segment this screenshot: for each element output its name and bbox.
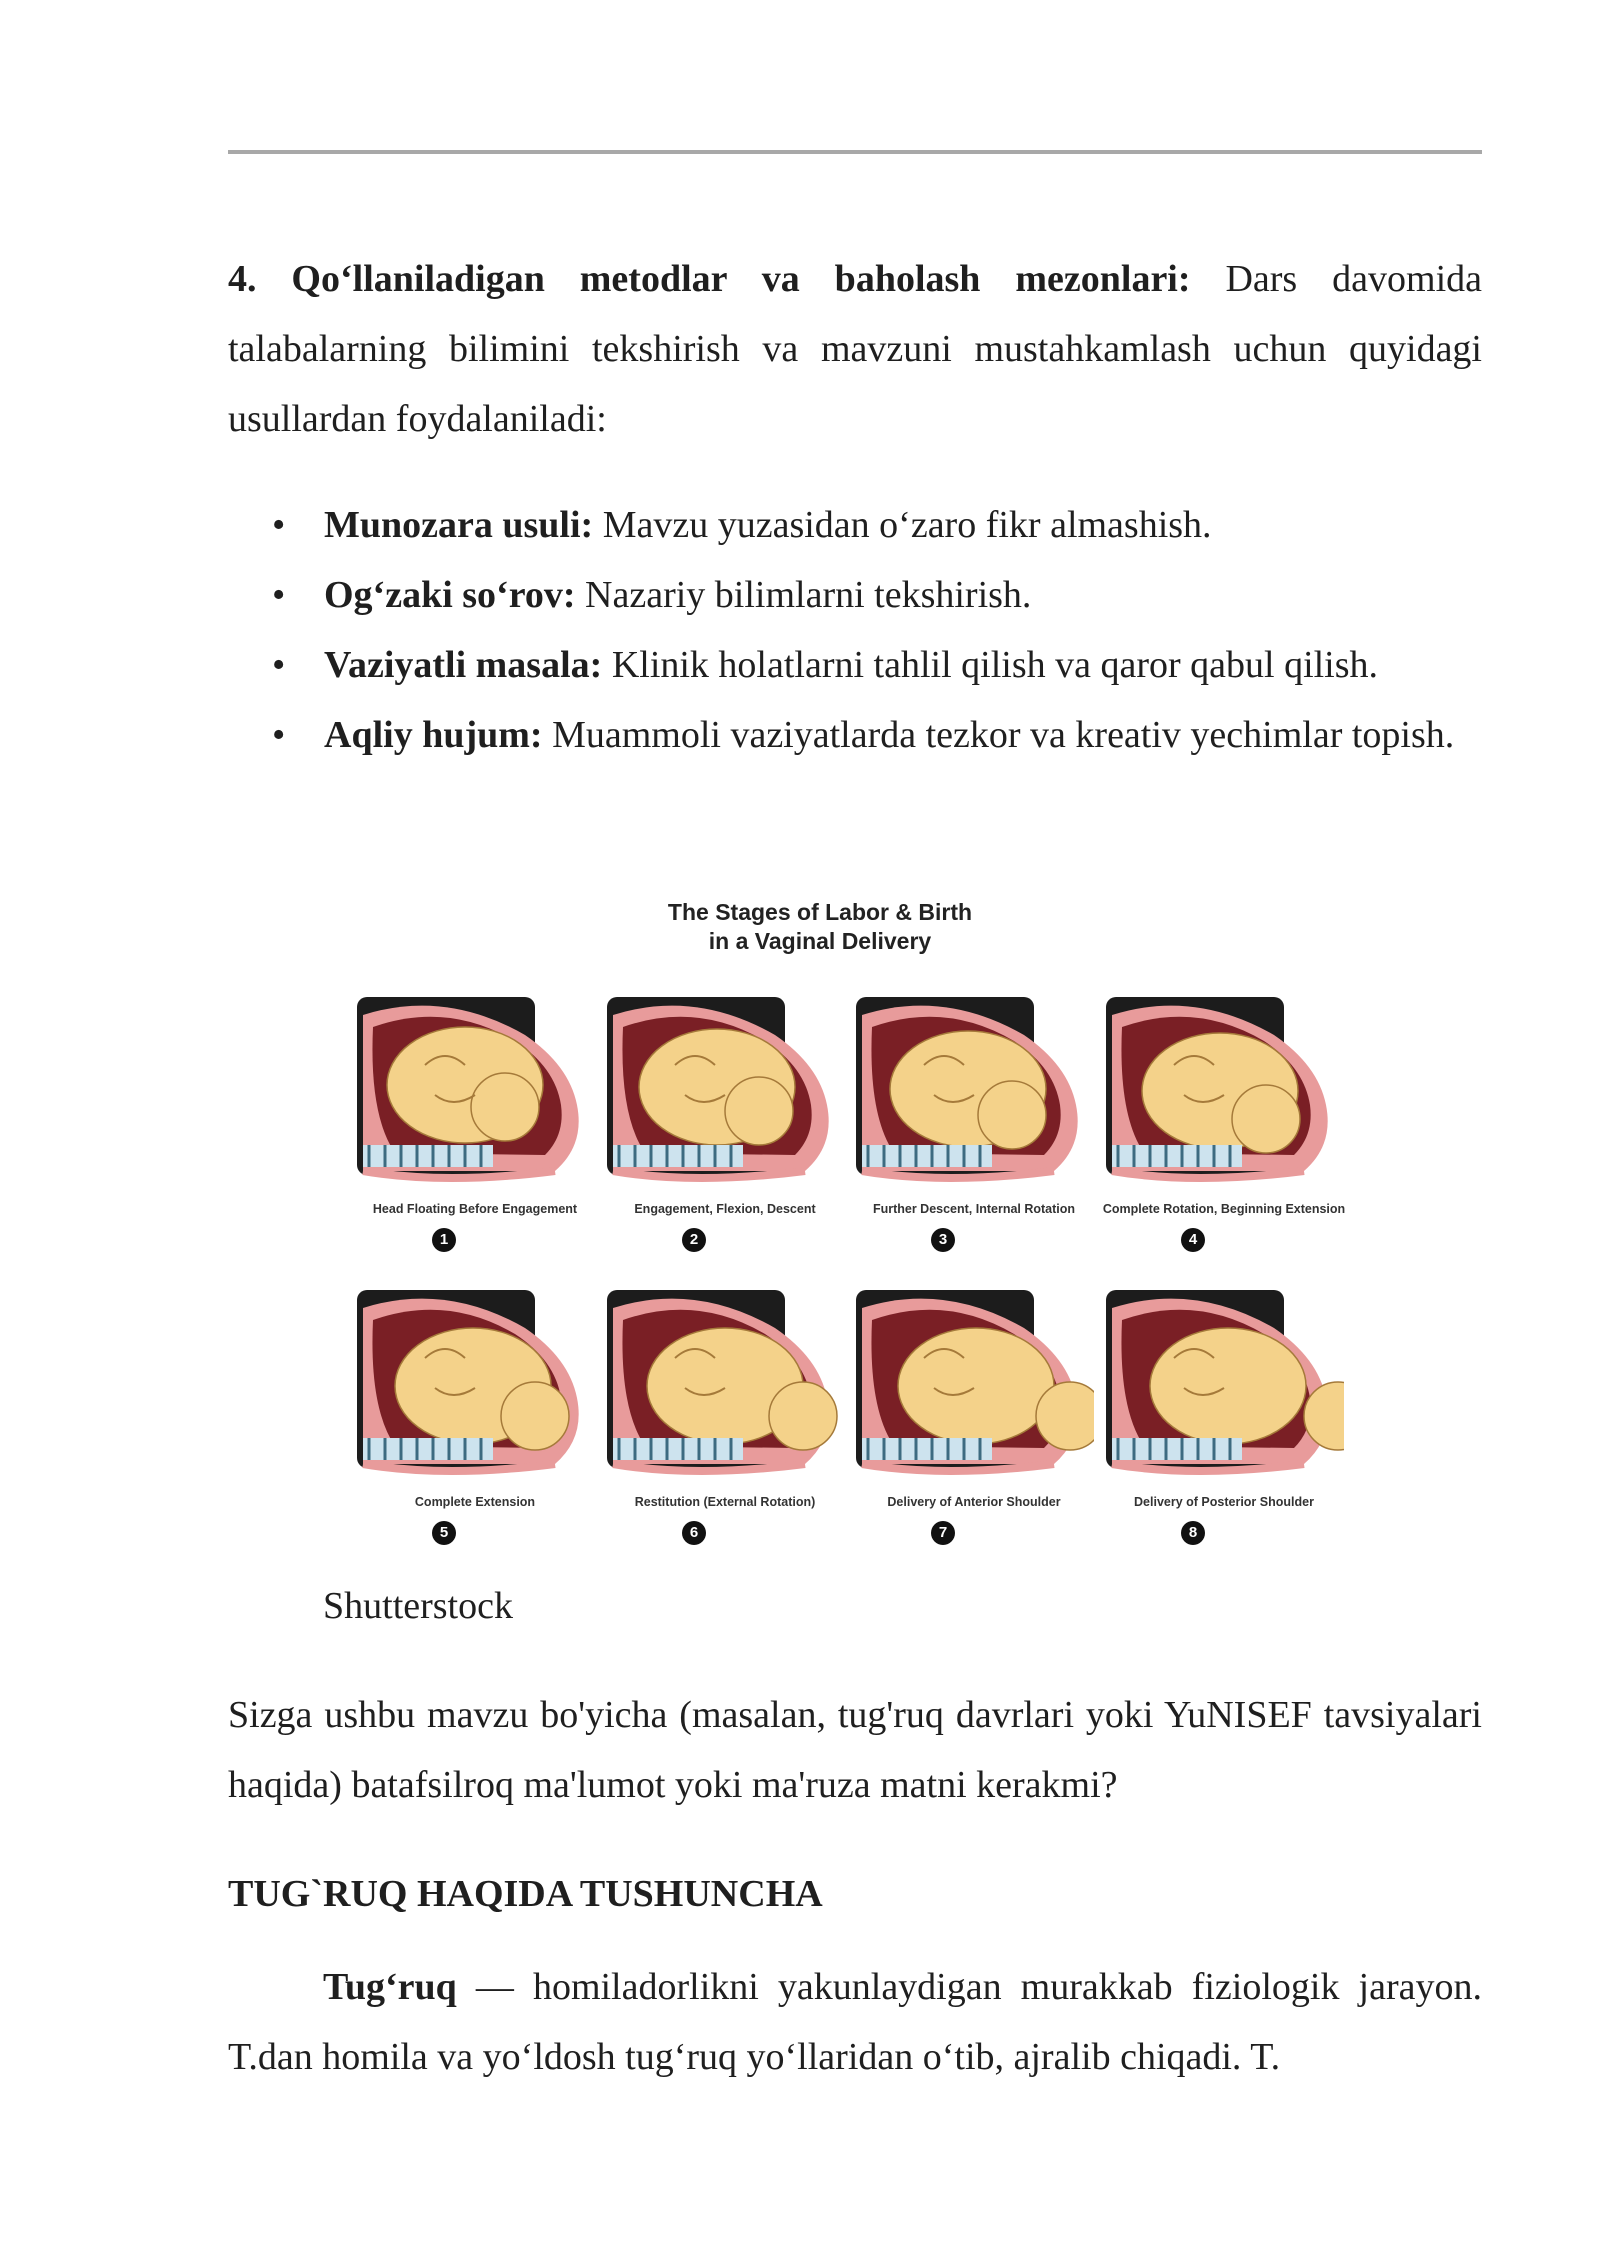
stage-number-badge: 1 (432, 1228, 456, 1252)
stage-label: Complete Extension (414, 1495, 536, 1509)
image-credit: Shutterstock (323, 1585, 513, 1627)
stage-illustration (605, 995, 845, 1195)
section-4-heading: 4. Qo‘llaniladigan metodlar va baholash mezonlari: (228, 258, 1191, 300)
figure-title-line-1: The Stages of Labor & Birth (667, 899, 973, 925)
bullet: • (272, 574, 286, 616)
method-desc: Nazariy bilimlarni tekshirish. (575, 574, 1032, 616)
stage-illustration (1104, 995, 1344, 1195)
definition-term: Tug‘ruq (323, 1966, 457, 2008)
stage-label: Delivery of Posterior Shoulder (1134, 1495, 1314, 1509)
method-desc: Mavzu yuzasidan o‘zaro fikr almashish. (593, 504, 1212, 546)
method-desc: Muammoli vaziyatlarda tezkor va kreativ yechimlar topish. (542, 714, 1455, 756)
methods-list (228, 490, 1482, 770)
bullet: • (272, 714, 286, 756)
stage-illustration (854, 1288, 1094, 1488)
method-desc: Klinik holatlarni tahlil qilish va qaror qabul qilish. (602, 644, 1379, 686)
question-paragraph: Sizga ushbu mavzu bo'yicha (masalan, tug'ruq davrlari yoki YuNISEF tavsiyalari haqida) batafsilroq ma'lumot yoki ma'ruza matni kerakmi? (228, 1694, 1482, 1806)
stage-label: Head Floating Before Engagement (372, 1202, 578, 1216)
stage-label: Complete Rotation, Beginning Extension (1102, 1202, 1346, 1216)
definition-text: — homiladorlikni yakunlaydigan murakkab fiziologik jarayon. T.dan homila va yo‘ldosh tug‘ruq yo‘llaridan o‘tib, ajralib chiqadi. T. (228, 1966, 1482, 2078)
header-rule (228, 150, 1482, 154)
method-term: Munozara usuli: (324, 504, 594, 546)
stage-number-badge: 6 (682, 1521, 706, 1545)
stage-number-badge: 2 (682, 1228, 706, 1252)
stage-label: Engagement, Flexion, Descent (634, 1202, 816, 1216)
list-item (228, 630, 1482, 700)
method-term: Og‘zaki so‘rov: (324, 574, 576, 616)
stage-label: Delivery of Anterior Shoulder (887, 1495, 1061, 1509)
method-term: Vaziyatli masala: (324, 644, 603, 686)
list-item (228, 560, 1482, 630)
stage-number-badge: 7 (931, 1521, 955, 1545)
section-heading: TUG`RUQ HAQIDA TUSHUNCHA (228, 1873, 823, 1915)
method-term: Aqliy hujum: (324, 714, 543, 756)
figure-title (560, 898, 1080, 956)
stage-illustration (355, 995, 595, 1195)
definition-paragraph (228, 1952, 1482, 2092)
bullet: • (272, 644, 286, 686)
stage-number-badge: 5 (432, 1521, 456, 1545)
stage-number-badge: 3 (931, 1228, 955, 1252)
list-item (228, 700, 1482, 770)
stage-number-badge: 8 (1181, 1521, 1205, 1545)
list-item (228, 490, 1482, 560)
stage-label: Further Descent, Internal Rotation (872, 1202, 1076, 1216)
stage-illustration (605, 1288, 845, 1488)
stage-number-badge: 4 (1181, 1228, 1205, 1252)
stage-illustration (1104, 1288, 1344, 1488)
stage-illustration (854, 995, 1094, 1195)
section-4-text: Dars davomida talabalarning bilimini tekshirish va mavzuni mustahkamlash uchun quyidagi usullardan foydalaniladi: (228, 258, 1482, 440)
stage-illustration (355, 1288, 595, 1488)
figure-title-line-2: in a Vaginal Delivery (708, 928, 932, 954)
section-4-paragraph (228, 244, 1482, 454)
bullet: • (272, 504, 286, 546)
stage-label: Restitution (External Rotation) (634, 1495, 816, 1509)
